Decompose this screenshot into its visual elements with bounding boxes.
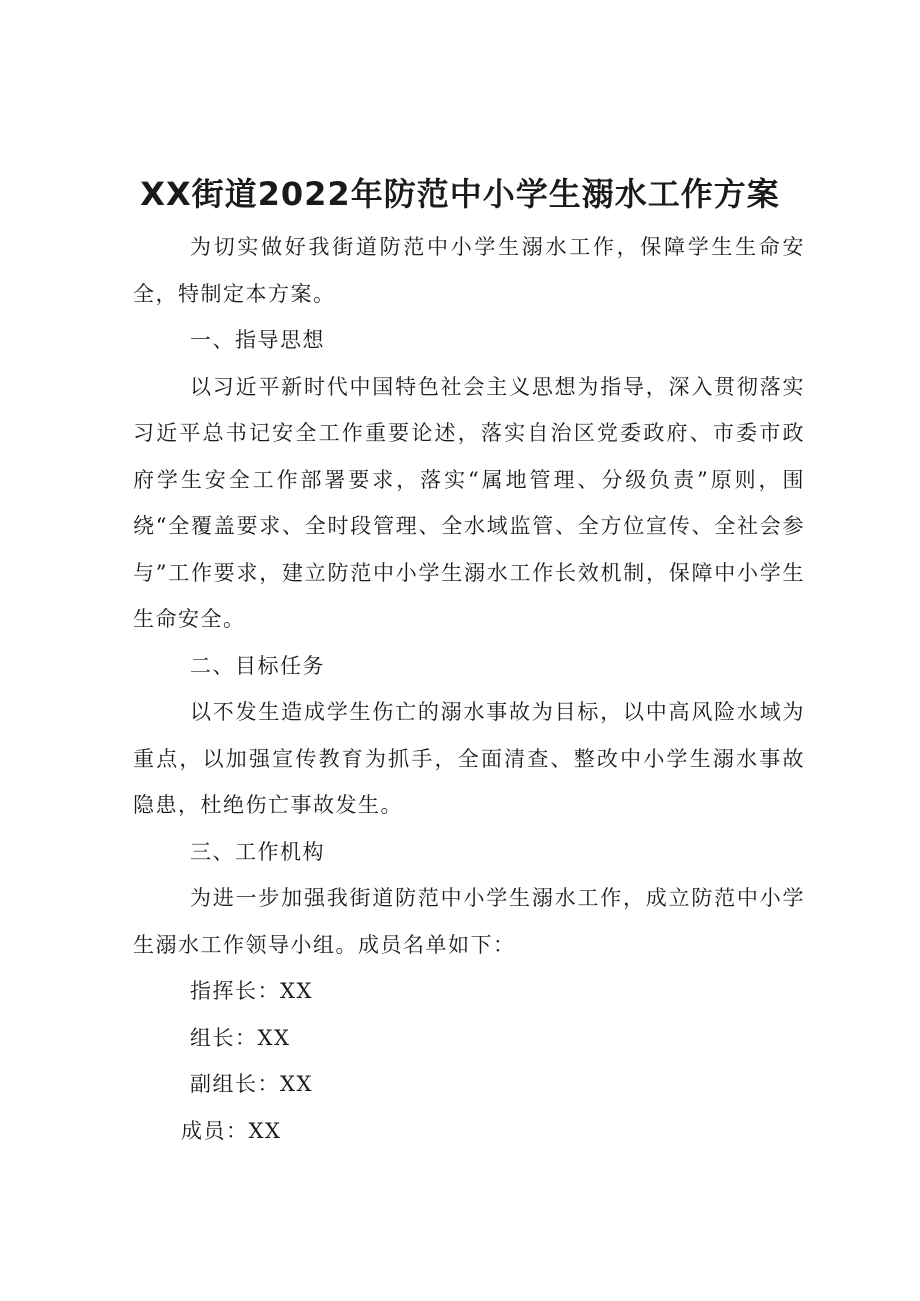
section-heading-organization: 三、工作机构 bbox=[190, 839, 325, 864]
member-commander: 指挥长：XX bbox=[190, 979, 313, 1003]
document-title: XX街道2022年防范中小学生溺水工作方案 bbox=[140, 175, 780, 213]
section-heading-guiding-ideology: 一、指导思想 bbox=[190, 328, 325, 352]
section-paragraph-organization: 为进一步加强我街道防范中小学生溺水工作，成立防范中小学生溺水工作领导小组。成员名单如下： bbox=[133, 886, 805, 957]
intro-paragraph: 为切实做好我街道防范中小学生溺水工作，保障学生生命安全，特制定本方案。 bbox=[133, 235, 805, 306]
section-paragraph-goals: 以不发生造成学生伤亡的溺水事故为目标，以中高风险水域为重点，以加强宣传教育为抓手，全面清查、整改中小学生溺水事故隐患，杜绝伤亡事故发生。 bbox=[133, 700, 805, 817]
member-deputy-leader: 副组长：XX bbox=[190, 1072, 313, 1096]
section-paragraph-guiding-ideology: 以习近平新时代中国特色社会主义思想为指导，深入贯彻落实习近平总书记安全工作重要论述，落实自治区党委政府、市委市政府学生安全工作部署要求，落实“属地管理、分级负责”原则，围绕“全覆盖要求、全时段管理、全水域监管、全方位宣传、全社会参与”工作要求，建立防范中小学生溺水工作长效机制，保障中小学生生命安全。 bbox=[133, 374, 805, 631]
document-body bbox=[133, 224, 805, 1154]
section-heading-goals: 二、目标任务 bbox=[190, 653, 325, 678]
member-members: 成员：XX bbox=[181, 1118, 282, 1143]
member-leader: 组长：XX bbox=[190, 1025, 291, 1050]
